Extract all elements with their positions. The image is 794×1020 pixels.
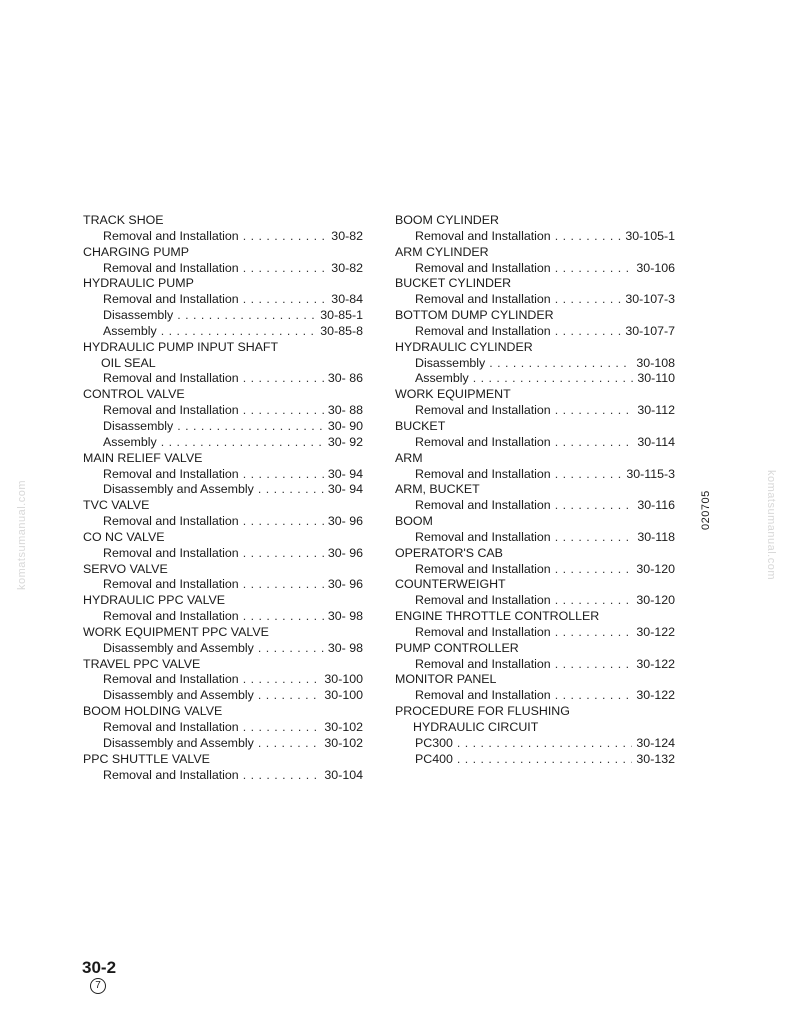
dot-leader: [555, 498, 634, 514]
toc-entry-page: 30-102: [324, 720, 363, 734]
dot-leader: [243, 514, 324, 530]
toc-entry-label: PC300: [415, 735, 453, 750]
dot-leader: [555, 403, 634, 419]
toc-entry-label: Disassembly: [103, 418, 174, 433]
toc-section-heading: SERVO VALVE: [83, 561, 168, 576]
toc-entry: [395, 371, 675, 387]
toc-section-heading: BOOM: [395, 514, 433, 529]
toc-entry-page: 30-118: [637, 529, 675, 544]
toc-entry: [83, 641, 363, 657]
toc-entry: [395, 435, 675, 451]
toc-section-heading: ARM, BUCKET: [395, 482, 480, 497]
toc-entry-page: 30-120: [636, 561, 675, 576]
toc-entry-page: 30-105-1: [625, 228, 675, 243]
toc-entry-page: 30-122: [636, 624, 675, 639]
dot-leader: [243, 577, 324, 593]
dot-leader: [243, 609, 324, 625]
toc-section-heading: OPERATOR'S CAB: [395, 545, 503, 560]
dot-leader: [243, 371, 324, 387]
toc-entry-label: Removal and Installation: [103, 260, 239, 275]
toc-section-heading: BUCKET CYLINDER: [395, 276, 512, 291]
toc-entry-page: 30-106: [636, 260, 675, 275]
toc-entry: [83, 261, 363, 277]
toc-entry: [395, 324, 675, 340]
toc-entry: [395, 688, 675, 704]
toc-section-heading: COUNTERWEIGHT: [395, 577, 506, 592]
toc-section-heading: BOOM CYLINDER: [395, 213, 499, 227]
dot-leader: [473, 371, 634, 387]
toc-entry: [395, 593, 675, 609]
toc-entry-page: 30-114: [637, 434, 675, 449]
dot-leader: [243, 261, 328, 277]
toc-entry: [395, 229, 675, 245]
toc-entry: [83, 546, 363, 562]
dot-leader: [161, 435, 324, 451]
toc-entry-label: Removal and Installation: [415, 403, 551, 418]
toc-entry-page: 30-85-1: [320, 308, 363, 323]
toc-entry-label: Removal and Installation: [103, 767, 239, 782]
toc-entry-label: Removal and Installation: [103, 292, 239, 307]
dot-leader: [243, 403, 324, 419]
toc-entry-page: 30- 86: [327, 371, 363, 386]
toc-entry-page: 30-122: [636, 688, 675, 703]
toc-entry-label: Removal and Installation: [103, 577, 239, 592]
dot-leader: [489, 356, 632, 372]
toc-section-heading: BUCKET: [395, 418, 446, 433]
toc-entry: [83, 324, 363, 340]
toc-entry: [83, 419, 363, 435]
toc-entry: [395, 356, 675, 372]
toc-section-heading: BOTTOM DUMP CYLINDER: [395, 308, 554, 323]
toc-entry-label: Disassembly: [103, 308, 174, 323]
toc-entry-page: 30- 90: [327, 418, 363, 433]
dot-leader: [555, 229, 622, 245]
toc-section-heading: HYDRAULIC PUMP INPUT SHAFT: [83, 339, 279, 354]
toc-entry-label: Removal and Installation: [415, 624, 551, 639]
toc-entry-page: 30-122: [636, 656, 675, 671]
toc-entry: [83, 688, 363, 704]
side-code: 020705: [700, 490, 712, 530]
toc-entry-label: Disassembly and Assembly: [103, 482, 254, 497]
toc-entry-page: 30- 94: [327, 482, 363, 497]
toc-entry: [395, 467, 675, 483]
watermark-right: komatsumanual.com: [765, 470, 777, 580]
toc-entry-label: Removal and Installation: [103, 672, 239, 687]
toc-entry-label: Removal and Installation: [103, 466, 239, 481]
dot-leader: [258, 688, 321, 704]
toc-entry: [395, 403, 675, 419]
toc-entry-label: Removal and Installation: [415, 656, 551, 671]
toc-section-heading: HYDRAULIC PUMP: [83, 276, 194, 291]
toc-entry-label: Removal and Installation: [103, 545, 239, 560]
toc-entry-label: Removal and Installation: [103, 720, 239, 734]
toc-entry: [83, 514, 363, 530]
toc-entry: [83, 403, 363, 419]
dot-leader: [243, 768, 321, 784]
toc-entry-label: Removal and Installation: [103, 514, 239, 529]
toc-entry: [83, 229, 363, 245]
toc-entry: [395, 498, 675, 514]
dot-leader: [555, 292, 622, 308]
dot-leader: [457, 736, 633, 752]
toc-entry-label: Disassembly: [415, 355, 486, 370]
toc-entry: [395, 752, 675, 768]
toc-entry-label: Removal and Installation: [415, 593, 551, 608]
toc-entry-page: 30-120: [636, 593, 675, 608]
toc-entry-page: 30- 98: [327, 640, 363, 655]
dot-leader: [258, 641, 324, 657]
toc-section-heading: PROCEDURE FOR FLUSHING: [395, 704, 570, 719]
toc-entry-label: Assembly: [103, 323, 157, 338]
toc-entry-page: 30-84: [331, 292, 363, 307]
toc-section-heading: HYDRAULIC PPC VALVE: [83, 593, 226, 608]
toc-right-column: [395, 213, 675, 768]
dot-leader: [555, 562, 633, 578]
toc-entry: [83, 292, 363, 308]
toc-section-heading: BOOM HOLDING VALVE: [83, 704, 223, 719]
toc-entry: [395, 562, 675, 578]
dot-leader: [555, 435, 634, 451]
toc-section-heading: CHARGING PUMP: [83, 244, 190, 259]
dot-leader: [555, 261, 633, 277]
toc-entry: [395, 261, 675, 277]
toc-entry-label: Disassembly and Assembly: [103, 735, 254, 750]
toc-entry-page: 30-115-3: [626, 466, 675, 481]
toc-heading-continuation: HYDRAULIC CIRCUIT: [413, 720, 539, 734]
toc-entry: [83, 609, 363, 625]
toc-entry-label: Removal and Installation: [103, 403, 239, 418]
toc-entry-page: 30- 94: [327, 466, 363, 481]
toc-section-heading: MONITOR PANEL: [395, 672, 497, 687]
toc-entry: [83, 768, 363, 784]
toc-section-heading: CO NC VALVE: [83, 529, 165, 544]
toc-entry-label: Disassembly and Assembly: [103, 640, 254, 655]
dot-leader: [177, 419, 324, 435]
toc-entry-label: Removal and Installation: [415, 434, 551, 449]
toc-entry: [83, 482, 363, 498]
toc-entry-label: Disassembly and Assembly: [103, 688, 254, 703]
toc-entry-label: Removal and Installation: [415, 529, 551, 544]
toc-entry-label: Removal and Installation: [415, 688, 551, 703]
toc-entry: [83, 720, 363, 736]
toc-entry-page: 30-82: [331, 260, 363, 275]
dot-leader: [243, 229, 328, 245]
page-number: 30-2: [82, 958, 117, 977]
dot-leader: [555, 593, 633, 609]
toc-entry-label: Removal and Installation: [415, 561, 551, 576]
toc-entry-label: PC400: [415, 751, 453, 766]
toc-entry-label: Removal and Installation: [415, 323, 551, 338]
toc-entry: [83, 736, 363, 752]
toc-entry-page: 30-82: [331, 228, 363, 243]
toc-left-column: [83, 213, 363, 783]
toc-section-heading: ARM: [395, 450, 423, 465]
dot-leader: [555, 657, 633, 673]
toc-section-heading: ARM CYLINDER: [395, 244, 489, 259]
dot-leader: [243, 720, 321, 736]
toc-entry-page: 30-100: [324, 672, 363, 687]
toc-entry-page: 30-124: [636, 735, 675, 750]
toc-entry: [395, 530, 675, 546]
toc-entry: [395, 292, 675, 308]
toc-section-heading: ENGINE THROTTLE CONTROLLER: [395, 609, 600, 624]
revision-mark: 7: [90, 978, 106, 994]
dot-leader: [161, 324, 317, 340]
dot-leader: [177, 308, 316, 324]
toc-section-heading: MAIN RELIEF VALVE: [83, 450, 203, 465]
dot-leader: [243, 546, 324, 562]
toc-entry-page: 30-102: [324, 735, 363, 750]
toc-entry-page: 30- 92: [327, 434, 363, 449]
toc-section-heading: WORK EQUIPMENT PPC VALVE: [83, 624, 269, 639]
toc-section-heading: TRACK SHOE: [83, 213, 164, 227]
toc-section-heading: WORK EQUIPMENT: [395, 387, 511, 402]
toc-entry-page: 30- 88: [327, 403, 363, 418]
toc-entry: [395, 736, 675, 752]
dot-leader: [457, 752, 633, 768]
toc-entry: [395, 625, 675, 641]
dot-leader: [555, 467, 623, 483]
dot-leader: [258, 482, 324, 498]
dot-leader: [258, 736, 321, 752]
dot-leader: [243, 467, 324, 483]
watermark-left: komatsumanual.com: [16, 480, 28, 590]
toc-entry-label: Removal and Installation: [415, 260, 551, 275]
toc-entry-page: 30-107-7: [625, 323, 675, 338]
toc-entry-page: 30- 96: [327, 577, 363, 592]
toc-entry: [83, 577, 363, 593]
toc-section-heading: HYDRAULIC CYLINDER: [395, 339, 533, 354]
toc-entry-label: Assembly: [415, 371, 469, 386]
toc-section-heading: TRAVEL PPC VALVE: [83, 656, 201, 671]
toc-entry-label: Removal and Installation: [415, 228, 551, 243]
toc-entry-label: Removal and Installation: [103, 609, 239, 624]
toc-entry-label: Removal and Installation: [103, 228, 239, 243]
toc-entry-page: 30- 98: [327, 609, 363, 624]
toc-entry-page: 30- 96: [327, 514, 363, 529]
dot-leader: [243, 672, 321, 688]
toc-entry-label: Removal and Installation: [103, 371, 239, 386]
dot-leader: [555, 688, 633, 704]
toc-entry-page: 30-116: [637, 498, 675, 513]
toc-entry: [83, 435, 363, 451]
toc-entry-page: 30-85-8: [320, 323, 363, 338]
toc-section-heading: TVC VALVE: [83, 498, 150, 513]
toc-section-heading: PUMP CONTROLLER: [395, 640, 519, 655]
toc-section-heading: CONTROL VALVE: [83, 387, 185, 402]
dot-leader: [555, 530, 634, 546]
toc-entry-label: Assembly: [103, 434, 157, 449]
toc-entry-page: 30-112: [637, 403, 675, 418]
toc-entry-page: 30-132: [636, 751, 675, 766]
toc-entry-page: 30-100: [324, 688, 363, 703]
toc-section-heading: PPC SHUTTLE VALVE: [83, 751, 210, 766]
toc-entry-page: 30-108: [636, 355, 675, 370]
dot-leader: [555, 625, 633, 641]
toc-entry-label: Removal and Installation: [415, 498, 551, 513]
toc-heading-continuation: OIL SEAL: [101, 355, 156, 370]
toc-entry: [83, 672, 363, 688]
dot-leader: [243, 292, 328, 308]
toc-entry: [395, 657, 675, 673]
toc-entry-label: Removal and Installation: [415, 466, 551, 481]
toc-entry-page: 30-104: [324, 767, 363, 782]
toc-entry: [83, 308, 363, 324]
dot-leader: [555, 324, 622, 340]
toc-entry-label: Removal and Installation: [415, 292, 551, 307]
toc-entry: [83, 371, 363, 387]
toc-entry-page: 30-107-3: [625, 292, 675, 307]
toc-entry-page: 30-110: [637, 371, 675, 386]
toc-entry-page: 30- 96: [327, 545, 363, 560]
toc-entry: [83, 467, 363, 483]
